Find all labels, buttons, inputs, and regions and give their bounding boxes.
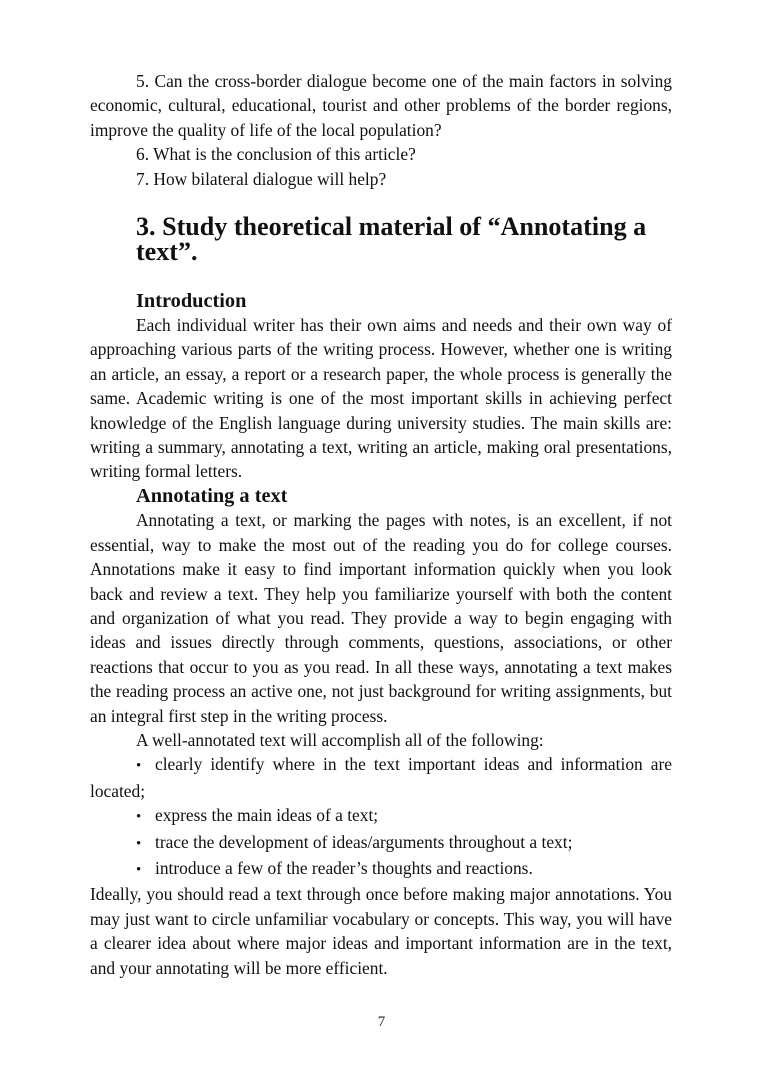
question-7: 7. How bilateral dialogue will help? [136,168,387,189]
bullet-list [90,752,672,882]
spacer [90,264,672,288]
list-item-text: trace the development of ideas/arguments throughout a text; [155,831,573,852]
list-item [90,752,672,803]
section-heading: 3. Study theoretical material of “Annotating a text”. [136,212,647,266]
list-item-text: clearly identify where in the text important ideas and information are located; [90,754,672,801]
list-item [90,803,672,829]
list-intro: A well-annotated text will accomplish all of the following: [136,729,544,750]
annotating-section [90,484,672,980]
page-number: 7 [377,1014,386,1030]
question-6: 6. What is the conclusion of this article? [136,144,416,165]
list-item [90,830,672,856]
annotating-paragraph: Annotating a text, or marking the pages with notes, is an excellent, if not essential, way to make the most out of the reading you do for college courses. Annotations make it easy to find important information quickly when you look back and review a text. They help you familiarize yourself with both the content and organization of what you read. They provide a way to begin engaging with ideas and issues directly through comments, questions, associations, or other reactions that occur to you as you read. In all these ways, annotating a text makes the reading process an active one, not just background for writing assignments, but an integral first step in the writing process. [90,510,672,726]
introduction-paragraph: Each individual writer has their own aims and needs and their own way of approaching various parts of the writing process. However, whether one is writing an article, an essay, a report or a research paper, the whole process is generally the same. Academic writing is one of the most important skills in achieving perfect knowledge of the English language during university studies. The main skills are: writing a summary, annotating a text, writing an article, making oral presentations, writing formal letters. [90,315,672,482]
closing-paragraph: Ideally, you should read a text through once before making major annotations. You may just want to circle unfamiliar vocabulary or concepts. This way, you will have a clearer idea about where major ideas and important information are in the text, and your annotating will be more efficient. [90,884,672,978]
question-list [90,69,672,191]
introduction-heading: Introduction [136,289,247,312]
bullet-icon: • [136,835,142,852]
annotating-heading: Annotating a text [136,484,288,507]
introduction-section [90,289,672,484]
document-page [90,69,672,980]
bullet-icon: • [136,861,142,878]
list-item-text: express the main ideas of a text; [155,805,379,826]
list-item-text: introduce a few of the reader’s thoughts and reactions. [155,857,533,878]
bullet-icon: • [136,758,142,775]
question-5: 5. Can the cross-border dialogue become one of the main factors in solving economic, cultural, educational, tourist and other problems of the border regions, improve the quality of life of the local population? [90,71,672,140]
list-item [90,856,672,882]
bullet-icon: • [136,809,142,826]
